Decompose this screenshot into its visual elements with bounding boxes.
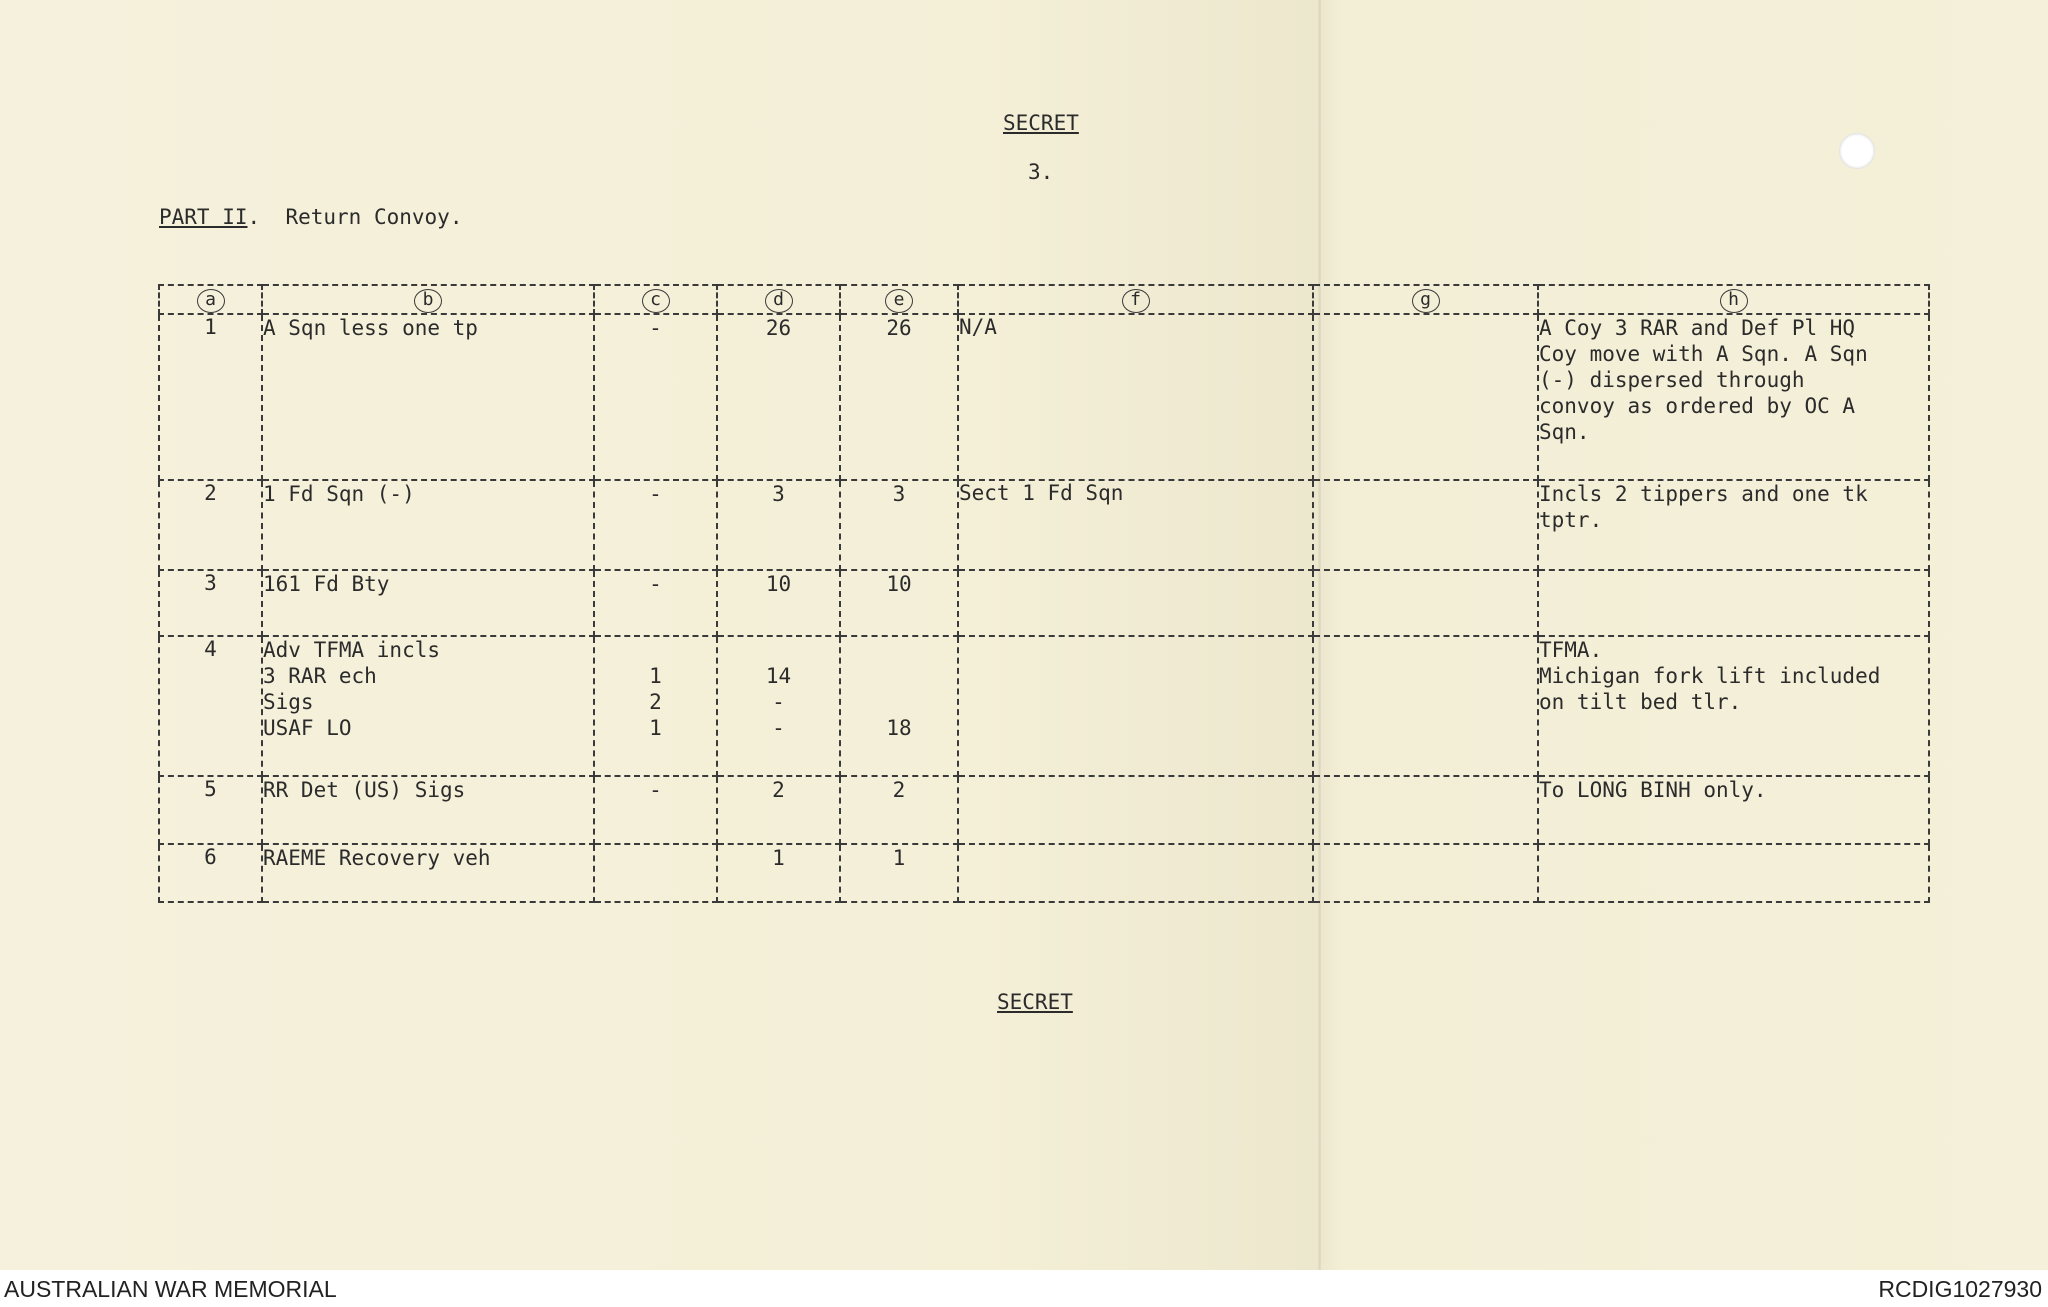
serial-cell: 5 — [159, 776, 262, 844]
table-row — [159, 844, 1929, 902]
column-header-h: h — [1538, 285, 1929, 314]
serial-cell: 1 — [159, 314, 262, 480]
col-f-cell — [958, 776, 1313, 844]
col-c-cell: 1 2 1 — [594, 636, 717, 776]
col-f-cell — [958, 636, 1313, 776]
col-c-cell: - — [594, 314, 717, 480]
col-d-cell: 1 — [717, 844, 840, 902]
col-g-cell — [1313, 636, 1538, 776]
column-header-g: g — [1313, 285, 1538, 314]
unit-cell: 161 Fd Bty — [262, 570, 594, 636]
col-d-cell: 14 - - — [717, 636, 840, 776]
col-f-cell: N/A — [958, 314, 1313, 480]
col-f-cell: Sect 1 Fd Sqn — [958, 480, 1313, 570]
unit-cell: RR Det (US) Sigs — [262, 776, 594, 844]
unit-cell: A Sqn less one tp — [262, 314, 594, 480]
col-e-cell: 2 — [840, 776, 958, 844]
institution-name: AUSTRALIAN WAR MEMORIAL — [4, 1276, 337, 1302]
col-g-cell — [1313, 480, 1538, 570]
table-row — [159, 570, 1929, 636]
unit-cell: 1 Fd Sqn (-) — [262, 480, 594, 570]
serial-cell: 6 — [159, 844, 262, 902]
column-header-d: d — [717, 285, 840, 314]
unit-cell: RAEME Recovery veh — [262, 844, 594, 902]
column-header-b: b — [262, 285, 594, 314]
remarks-cell — [1538, 844, 1929, 902]
classification-bottom: SECRET — [997, 990, 1073, 1014]
serial-cell: 4 — [159, 636, 262, 776]
serial-cell: 2 — [159, 480, 262, 570]
remarks-cell: A Coy 3 RAR and Def Pl HQ Coy move with A Sqn. A Sqn (-) dispersed through convoy as ordered by OC A Sqn. — [1538, 314, 1929, 480]
column-header-c: c — [594, 285, 717, 314]
part-title: Return Convoy. — [285, 205, 463, 229]
col-d-cell: 10 — [717, 570, 840, 636]
col-g-cell — [1313, 570, 1538, 636]
serial-cell: 3 — [159, 570, 262, 636]
part-label: PART II — [159, 205, 248, 229]
col-g-cell — [1313, 844, 1538, 902]
unit-cell: Adv TFMA incls 3 RAR ech Sigs USAF LO — [262, 636, 594, 776]
table-row — [159, 776, 1929, 844]
remarks-cell — [1538, 570, 1929, 636]
record-id: RCDIG1027930 — [1878, 1276, 2042, 1302]
remarks-cell: To LONG BINH only. — [1538, 776, 1929, 844]
table-row — [159, 636, 1929, 776]
col-e-cell: 10 — [840, 570, 958, 636]
remarks-cell: Incls 2 tippers and one tk tptr. — [1538, 480, 1929, 570]
col-e-cell: 3 — [840, 480, 958, 570]
return-convoy-table — [158, 284, 1930, 903]
col-c-cell: - — [594, 776, 717, 844]
column-header-row — [159, 285, 1929, 314]
column-header-a: a — [159, 285, 262, 314]
page-number: 3. — [1028, 160, 1054, 184]
part-heading: PART II. Return Convoy. — [159, 205, 463, 229]
col-c-cell: - — [594, 480, 717, 570]
column-header-e: e — [840, 285, 958, 314]
col-d-cell: 2 — [717, 776, 840, 844]
table-row — [159, 314, 1929, 480]
col-d-cell: 26 — [717, 314, 840, 480]
col-e-cell: 26 — [840, 314, 958, 480]
col-g-cell — [1313, 314, 1538, 480]
remarks-cell: TFMA. Michigan fork lift included on tilt bed tlr. — [1538, 636, 1929, 776]
col-g-cell — [1313, 776, 1538, 844]
col-f-cell — [958, 570, 1313, 636]
table-row — [159, 480, 1929, 570]
archive-caption-bar — [0, 1270, 2048, 1307]
classification-top: SECRET — [1003, 111, 1079, 135]
column-header-f: f — [958, 285, 1313, 314]
col-e-cell: 18 — [840, 636, 958, 776]
col-c-cell — [594, 844, 717, 902]
col-f-cell — [958, 844, 1313, 902]
col-e-cell: 1 — [840, 844, 958, 902]
col-c-cell: - — [594, 570, 717, 636]
col-d-cell: 3 — [717, 480, 840, 570]
punch-hole — [1839, 133, 1875, 169]
